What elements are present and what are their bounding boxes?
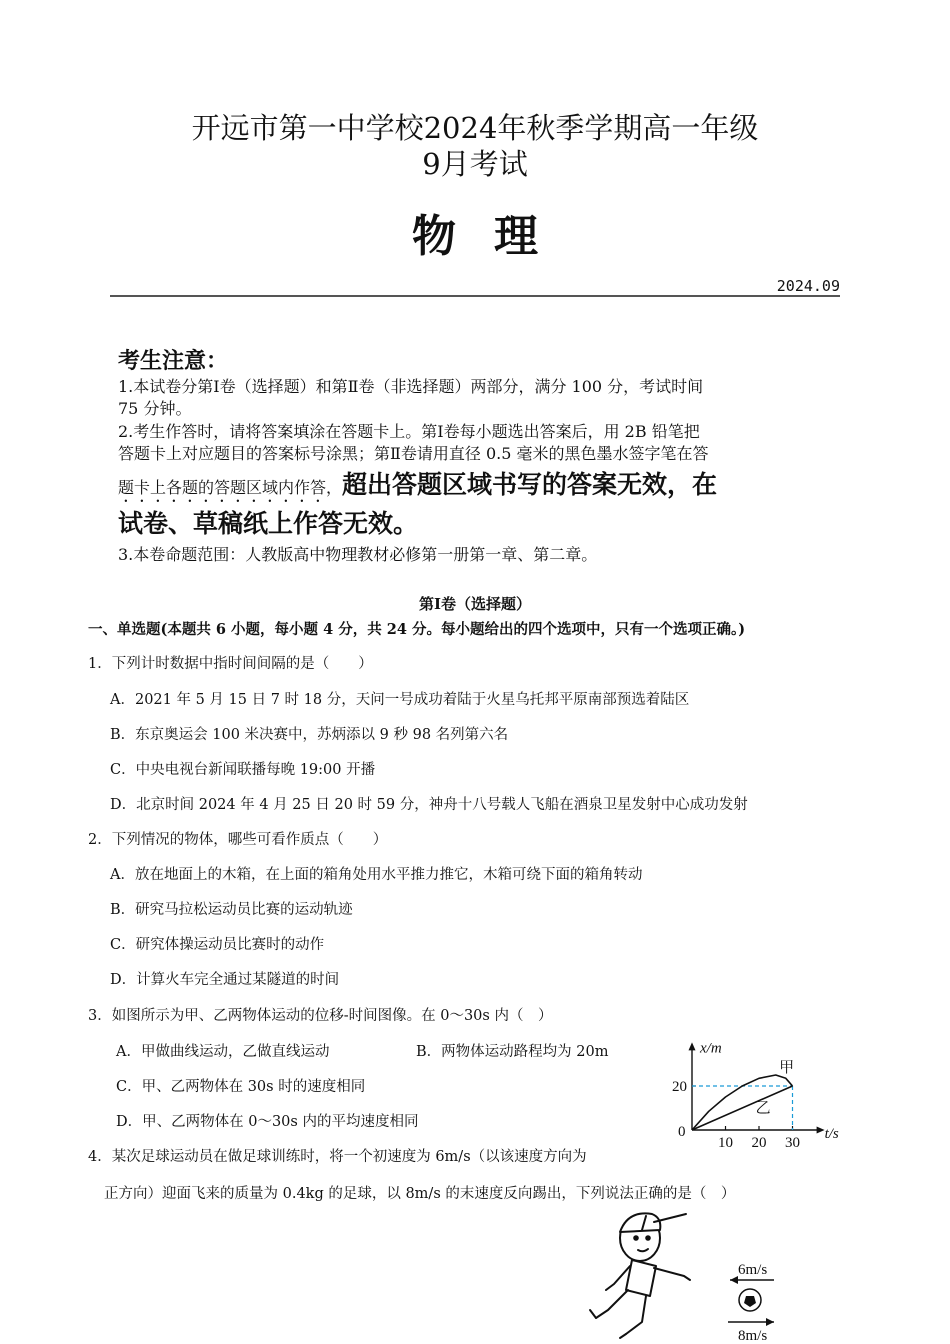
- origin-label: 0: [678, 1124, 686, 1140]
- q2-option-c: C．研究体操运动员比赛时的动作: [110, 937, 325, 953]
- arrow-6ms-head: [730, 1276, 738, 1284]
- y-axis-arrow: [689, 1042, 696, 1050]
- velocity-label-6ms: 6m/s: [738, 1262, 768, 1278]
- velocity-arrows: [728, 1262, 774, 1344]
- notice-heading: 考生注意：: [118, 349, 229, 374]
- notice-item2-line3: [118, 470, 833, 506]
- arrow-8ms-head: [766, 1318, 774, 1326]
- q4-figure: [580, 1206, 800, 1344]
- notice-item3: 3.本卷命题范围：人教版高中物理教材必修第一册第一章、第二章。: [118, 545, 598, 564]
- y-axis-label: x/m: [700, 1040, 722, 1057]
- notice-item1-line2: 75 分钟。: [118, 399, 192, 418]
- q3-option-b: B．两物体运动路程均为 20m: [416, 1044, 609, 1060]
- notice-item2-line4-big: 试卷、草稿纸上作答无效。: [118, 509, 419, 538]
- exam-title-line1: 开远市第一中学校2024年秋季学期高一年级: [191, 111, 759, 145]
- section-title: 第Ⅰ卷（选择题）: [418, 595, 532, 613]
- part1-instructions: 一、单选题(本题共 6 小题，每小题 4 分，共 24 分。每小题给出的四个选项中，只有一个选项正确。): [88, 621, 746, 638]
- series-yi-line: [692, 1086, 793, 1130]
- footballer-drawing: [590, 1213, 690, 1338]
- series-yi-label: 乙: [755, 1100, 771, 1117]
- q1-option-d: D．北京时间 2024 年 4 月 25 日 20 时 59 分，神舟十八号载人飞船在酒泉卫星发射中心成功发射: [110, 797, 748, 813]
- x-axis-arrow: [817, 1127, 825, 1134]
- q1-option-a: A．2021 年 5 月 15 日 7 时 18 分，天问一号成功着陆于火星乌托邦平原南部预选着陆区: [110, 692, 690, 708]
- notice-item2-line2: 答题卡上对应题目的答案标号涂黑；第Ⅱ卷请用直径 0.5 毫米的黑色墨水签字笔在答: [118, 444, 709, 463]
- q2-option-a: A．放在地面上的木箱，在上面的箱角处用水平推力推它，木箱可绕下面的箱角转动: [110, 867, 643, 883]
- y-tick-label: 20: [672, 1079, 687, 1095]
- x-tick-label: 30: [785, 1135, 800, 1148]
- q1-option-c: C．中央电视台新闻联播每晚 19:00 开播: [110, 762, 376, 778]
- q2-option-b: B．研究马拉松运动员比赛的运动轨迹: [110, 902, 353, 918]
- x-tick-label: 20: [751, 1135, 767, 1148]
- notice-item1-line1: 1.本试卷分第Ⅰ卷（选择题）和第Ⅱ卷（非选择题）两部分，满分 100 分，考试时间: [118, 377, 704, 396]
- notice-item2-line4: [118, 509, 833, 538]
- subject-title: 物理: [412, 211, 576, 262]
- q3-option-c: C．甲、乙两物体在 30s 时的速度相同: [116, 1079, 366, 1095]
- header-divider: [110, 295, 840, 297]
- notice-item2-line3-big: 超出答题区域书写的答案无效，在: [342, 470, 718, 499]
- q4-stem-line2: 正方向）迎面飞来的质量为 0.4kg 的足球，以 8m/s 的末速度反向踢出，下列说法正确的是（ ）: [104, 1186, 736, 1202]
- exam-title-line2: 9月考试: [422, 147, 528, 181]
- q3-option-d: D．甲、乙两物体在 0～30s 内的平均速度相同: [116, 1114, 419, 1130]
- series-jia-label: 甲: [779, 1059, 795, 1076]
- q1-option-b: B．东京奥运会 100 米决赛中，苏炳添以 9 秒 98 名列第六名: [110, 727, 509, 743]
- q3-xt-graph: [668, 1018, 868, 1148]
- x-tick-label: 10: [718, 1135, 733, 1148]
- notice-item2-line3-normal: 题卡上各题的答题区域内作答，: [118, 478, 343, 497]
- series-jia-curve: [692, 1075, 793, 1130]
- x-axis-label: t/s: [824, 1126, 839, 1142]
- notice-item2-line1: 2.考生作答时，请将答案填涂在答题卡上。第Ⅰ卷每小题选出答案后，用 2B 铅笔把: [118, 422, 700, 441]
- q3-option-a: A．甲做曲线运动，乙做直线运动: [116, 1044, 330, 1060]
- q2-option-d: D．计算火车完全通过某隧道的时间: [110, 972, 340, 988]
- velocity-label-8ms: 8m/s: [738, 1328, 768, 1344]
- q3-stem: 3．如图所示为甲、乙两物体运动的位移-时间图像。在 0～30s 内（ ）: [88, 1008, 553, 1024]
- exam-date: 2024.09: [776, 277, 840, 295]
- q4-stem-line1: 4．某次足球运动员在做足球训练时，将一个初速度为 6m/s（以该速度方向为: [88, 1149, 587, 1165]
- q1-stem: 1．下列计时数据中指时间间隔的是（ ）: [88, 656, 373, 672]
- q2-stem: 2．下列情况的物体，哪些可看作质点（ ）: [88, 832, 388, 848]
